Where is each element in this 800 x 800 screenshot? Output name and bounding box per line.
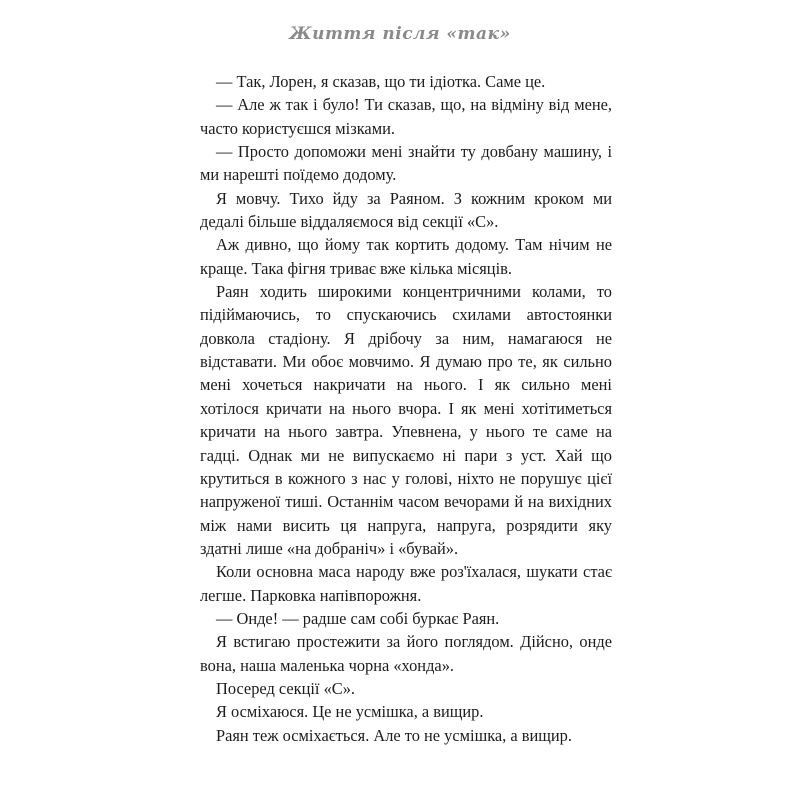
page-body [200,70,612,747]
paragraph: — Так, Лорен, я сказав, що ти ідіотка. Саме це. [216,72,546,91]
paragraph: Я мовчу. Тихо йду за Раяном. З кожним кроком ми дедалі більше віддаляємося від секції «С». [200,188,612,232]
paragraph: Раян теж осміхається. Але то не усмішка, а вищир. [216,725,572,745]
paragraph: Аж дивно, що йому так кортить додому. Там нічим не краще. Така фігня триває вже кілька місяців. [200,235,612,278]
paragraph: Посеред секції «С». [216,678,355,698]
paragraph: — Але ж так і було! Ти сказав, що, на відміну від мене, часто користуєшся мізками. [200,95,612,138]
paragraph: — Онде! — радше сам собі буркає Раян. [216,608,500,628]
paragraph: Я встигаю простежити за його поглядом. Дійсно, онде вона, наша маленька чорна «хонда». [200,632,612,675]
running-title: Життя після «так» [289,24,511,44]
paragraph: Раян ходить широкими концентричними колами, то підіймаючись, то спускаючись схилами автостоянки довкола стадіону. Я дрібочу за ним, намагаюся не відставати. Ми обоє мовчимо. Я думаю про те, як сильно мені хочеться накричати на нього. І як сильно мені хотілося кричати на нього вчора. І як мені хотітиметься кричати на нього завтра. Упевнена, у нього те саме на гадці. Однак ми не випускаємо ні пари з уст. Хай що крутиться в кожного з нас у голові, ніхто не порушує цієї напруженої тиші. Останнім часом вечорами й на вихідних між нами висить ця напруга, напруга, розрядити яку здатні лише «на добраніч» і «бувай». [200,282,612,558]
paragraph: Коли основна маса народу вже роз'їхалася, шукати стає легше. Парковка напівпорожня. [200,562,612,605]
paragraph: Я осміхаюся. Це не усмішка, а вищир. [216,702,484,722]
paragraph: — Просто допоможи мені знайти ту довбану машину, і ми нарешті поїдемо додому. [200,142,612,185]
